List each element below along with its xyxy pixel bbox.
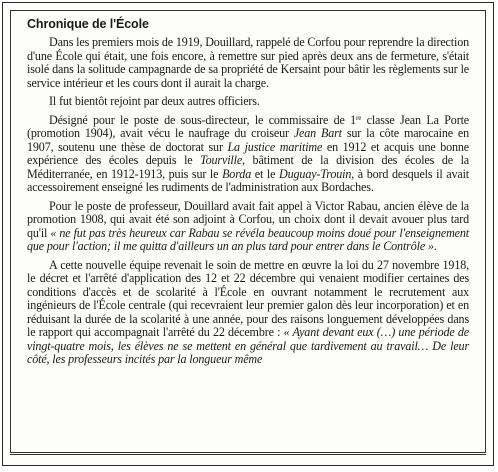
paragraph-3: [27, 114, 469, 195]
p4-text-b: .: [433, 239, 437, 253]
document-frame: [2, 2, 494, 466]
bottom-rule: [10, 454, 486, 455]
p3-italic-borda: Borda: [222, 166, 252, 181]
paragraph-4: [27, 200, 469, 254]
paragraph-2: Il fut bientôt rejoint par deux autres officiers.: [49, 94, 260, 108]
p3-text-e: , bâtiment de la division des écoles de la Méditerranée, en 1912-1913, puis sur le: [27, 153, 469, 181]
p3-italic-justice-maritime: La justice maritime: [227, 139, 323, 154]
p3-italic-duguay-trouin: Duguay-Trouin: [279, 166, 352, 181]
article-title: Chronique de l'École: [27, 17, 149, 31]
p4-text-a: Pour le poste de professeur, Douillard avait fait appel à Victor Rabau, ancien élève de la promotion 1908, qui avait été son adjoint à Corfou, un choix dont il devait avouer plus tard qu'il: [27, 198, 469, 240]
p3-superscript: re: [356, 113, 362, 122]
p4-italic-quote: « ne fut pas très heureux car Rabau se révéla beaucoup moins doué pour l'enseignement que pour l'action; il me quitta d'ailleurs un an plus tard pour entrer dans le Contrôle »: [27, 225, 469, 253]
article-box: [10, 10, 486, 453]
p3-italic-jean-bart: Jean Bart: [293, 126, 342, 140]
p3-text-g: , à bord desquels il avait accessoirement enseigné les rudiments de l'administration aux Bordaches.: [27, 166, 469, 194]
p5-italic-quote: « Ayant devant eux (…) une période de vingt-quatre mois, les élèves ne se mettent en général que tardivement au travail… De leur côté, les professeurs incités par la longueur même: [27, 325, 469, 366]
p3-text-a: Désigné pour le poste de sous-directeur, le commissaire de 1: [49, 112, 357, 127]
p3-text-f: et le: [251, 166, 280, 181]
p3-italic-tourville: Tourville: [200, 153, 243, 167]
paragraph-1: Dans les premiers mois de 1919, Douillard, rappelé de Corfou pour reprendre la direction d'une École qui était, une fois encore, à remettre sur pied après deux ans de fermeture, s'était isolé dans la solitude campagnarde de sa propriété de Kersaint pour bâtir les règlements sur le service intérieur et les cours dont il aurait la charge.: [27, 35, 469, 90]
p3-text-d: en 1912 et acquis une bonne expérience des écoles depuis le: [27, 139, 469, 167]
p3-text-c: sur la côte marocaine en 1907, soutenu une thèse de doctorat sur: [27, 126, 470, 154]
p3-text-b: classe Jean La Porte (promotion 1904), avait vécu le naufrage du croiseur: [27, 112, 470, 140]
p5-text-a: A cette nouvelle équipe revenait le soin de mettre en œuvre la loi du 27 novembre 1918, le décret et l'arrêté d'application des 12 et 22 décembre qui venaient modifier certaines des conditions d'accès et de scolarité à l'École en ouvrant notamment le recrutement aux ingénieurs de l'École centrale (qui recevraient leur premier galon dès leur incorporation) et en réduisant la durée de la scolarité à une année, pour des raisons longuement développées dans le rapport qui accompagnait l'arrêté du 22 décembre :: [27, 257, 469, 339]
paragraph-5: [27, 259, 469, 367]
